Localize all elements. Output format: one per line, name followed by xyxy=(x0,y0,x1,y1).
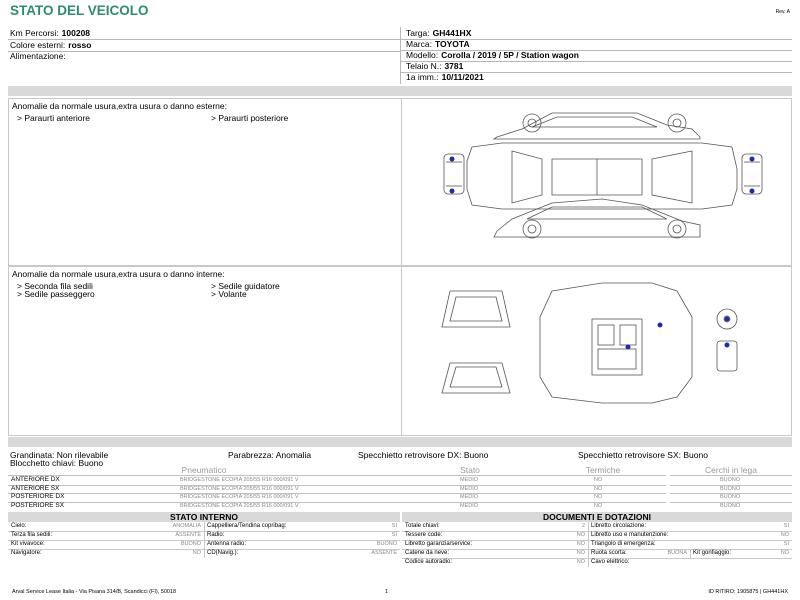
tyre-stato: MEDIO xyxy=(460,485,479,492)
documenti-row xyxy=(690,549,792,558)
documenti-row xyxy=(402,549,588,558)
tyre-cerchi: BUONO xyxy=(720,494,741,500)
documenti-label: Libretto circolazione: xyxy=(591,523,647,529)
interior-damage-item: > Sedile passeggero xyxy=(17,289,95,299)
info-modello-value: Corolla / 2019 / 5P / Station wagon xyxy=(441,50,579,60)
documenti-label: Triangolo di emergenza: xyxy=(591,541,656,547)
tyre-cerchi: BUONO xyxy=(720,502,741,509)
documenti-value: BUONA xyxy=(667,550,687,556)
stato-interno-value: SI xyxy=(391,523,397,529)
documenti-value: NO xyxy=(780,532,789,538)
info-km-label: Km Percorsi: xyxy=(10,28,59,38)
exterior-damage-item: > Paraurti anteriore xyxy=(17,113,90,123)
stato-interno-value: NO xyxy=(192,550,201,556)
documenti-row xyxy=(402,540,588,549)
damage-marker xyxy=(450,157,455,162)
stato-interno-label: Antenna radio: xyxy=(207,541,247,547)
stato-interno-label: Radio: xyxy=(207,532,225,538)
grandinata-status: Grandinata: Non rilevabile xyxy=(10,450,109,460)
info-telaio-label: Telaio N.: xyxy=(406,61,442,71)
info-km xyxy=(10,27,90,39)
stato-interno-row xyxy=(204,522,400,531)
car-exterior-diagram xyxy=(402,99,792,265)
tyre-termiche: NO xyxy=(594,502,603,509)
damage-marker xyxy=(626,345,631,350)
documenti-label: Libretto garanzia/service: xyxy=(405,541,473,547)
damage-marker xyxy=(450,189,455,194)
section-band xyxy=(8,86,792,96)
damage-marker xyxy=(725,343,730,348)
car-interior-diagram xyxy=(402,267,792,435)
stato-interno-value: ASSENTE xyxy=(371,550,397,556)
documenti-value: NO xyxy=(576,559,585,565)
interior-car-diagram xyxy=(401,267,791,435)
interior-damage-item: > Seconda fila sedili xyxy=(17,281,93,291)
stato-interno-title: STATO INTERNO xyxy=(8,512,400,522)
info-alimentazione xyxy=(10,50,69,62)
section-band xyxy=(8,437,792,447)
damage-marker xyxy=(750,189,755,194)
stato-interno-label: Cielo: xyxy=(11,523,27,529)
blocchetto-status: Blocchetto chiavi: Buono xyxy=(10,458,104,468)
cabin-top-view-icon xyxy=(540,283,692,403)
stato-interno-table xyxy=(8,522,400,558)
info-km-value: 100208 xyxy=(61,28,91,38)
stato-interno-label: Kit vivavoce: xyxy=(11,541,45,547)
tyre-termiche: NO xyxy=(594,494,603,500)
footer-page-number: 1 xyxy=(385,589,389,595)
footer-company: Arval Service Lease Italia - Via Pisana 314/B, Scandicci (FI), 50018 xyxy=(12,589,177,595)
parabrezza-status: Parabrezza: Anomalia xyxy=(228,450,312,460)
documenti-row xyxy=(588,549,690,558)
documenti-title: DOCUMENTI E DOTAZIONI xyxy=(402,512,792,522)
stato-interno-value: BUONO xyxy=(376,541,397,547)
info-colore-value: rosso xyxy=(68,40,92,50)
specchietto-sx-status: Specchietto retrovisore SX: Buono xyxy=(578,450,708,460)
stato-interno-value: SI xyxy=(391,532,397,538)
stato-interno-row xyxy=(204,540,400,549)
documenti-row xyxy=(588,531,792,540)
documenti-value: NO xyxy=(576,550,585,556)
documenti-label: Ruota scorta: xyxy=(591,550,627,556)
exterior-car-diagram xyxy=(401,99,791,265)
exterior-damage-item: > Paraurti posteriore xyxy=(211,113,289,123)
stato-interno-row xyxy=(8,540,204,549)
damage-marker xyxy=(750,157,755,162)
tyre-pos: POSTERIORE DX xyxy=(11,493,65,500)
documenti-value: 2 xyxy=(581,523,585,529)
interior-damage-item: > Volante xyxy=(211,289,247,299)
tyre-stato: MEDIO xyxy=(460,502,479,509)
stato-interno-row xyxy=(8,531,204,540)
documenti-label: Cavo elettrico: xyxy=(591,559,630,565)
documenti-row xyxy=(588,540,792,549)
stato-interno-value: ASSENTE xyxy=(175,532,201,538)
exterior-damage-panel xyxy=(8,98,792,266)
documenti-value: SI xyxy=(783,523,789,529)
tyre-model: BRIDGESTONE ECOPIA 205/55 R16 000/091 V xyxy=(180,485,299,492)
documenti-label: Tessere code: xyxy=(405,532,443,538)
tyres-table xyxy=(8,466,792,510)
exterior-damage-list xyxy=(9,99,401,265)
info-imm-value: 10/11/2021 xyxy=(441,72,484,82)
stato-interno-row xyxy=(8,522,204,531)
interior-damage-panel xyxy=(8,266,792,436)
tyre-model: BRIDGESTONE ECOPIA 205/55 R16 000/091 V xyxy=(180,494,299,500)
tyre-pos: ANTERIORE SX xyxy=(11,484,60,492)
documenti-value: NO xyxy=(576,532,585,538)
vehicle-info-table xyxy=(8,27,792,84)
documenti-label: Catene da neve: xyxy=(405,550,450,556)
damage-marker xyxy=(725,317,730,322)
info-imm-label: 1a imm.: xyxy=(406,72,439,82)
documenti-label: Libretto uso e manutenzione: xyxy=(591,532,669,538)
documenti-row xyxy=(402,558,588,567)
revision-label: Rev. A xyxy=(775,9,790,15)
documenti-row xyxy=(588,558,792,567)
documenti-value: SI xyxy=(783,541,789,547)
documenti-label: Totale chiavi: xyxy=(405,523,440,529)
tyre-pos: POSTERIORE SX xyxy=(11,501,65,509)
tyres-header-cerchi: Cerchi in lega xyxy=(705,465,757,475)
tyre-cerchi: BUONO xyxy=(720,485,741,492)
documenti-value: NO xyxy=(780,550,789,556)
car-side-view-top-icon xyxy=(494,113,700,139)
tyre-termiche: NO xyxy=(594,485,603,492)
info-alimentazione-label: Alimentazione: xyxy=(10,51,66,61)
documenti-row xyxy=(402,522,588,531)
stato-interno-row xyxy=(8,549,204,558)
tyre-cerchi: BUONO xyxy=(720,477,741,483)
car-side-view-bottom-icon xyxy=(494,199,700,238)
damage-marker xyxy=(658,323,663,328)
info-targa-label: Targa: xyxy=(406,28,430,38)
tyre-stato: MEDIO xyxy=(460,477,479,483)
info-telaio-value: 3781 xyxy=(444,61,464,71)
exterior-damage-title: Anomalie da normale usura,extra usura o danno esterne: xyxy=(12,101,227,111)
documenti-label: Kit gonfiaggio: xyxy=(693,550,732,556)
tyres-header-pneumatico: Pneumatico xyxy=(181,465,227,475)
interior-damage-title: Anomalie da normale usura,extra usura o danno interne: xyxy=(12,269,225,279)
stato-interno-label: Terza fila sedili: xyxy=(11,532,53,538)
stato-interno-value: BUONO xyxy=(180,541,201,547)
info-immatricolazione xyxy=(406,71,484,83)
specchietto-dx-status: Specchietto retrovisore DX: Buono xyxy=(358,450,489,460)
tyres-header-stato: Stato xyxy=(460,465,480,475)
info-divider xyxy=(400,27,401,84)
info-colore-label: Colore esterni: xyxy=(10,40,66,50)
page-title: STATO DEL VEICOLO xyxy=(10,3,149,18)
documenti-row xyxy=(588,522,792,531)
tyre-model: BRIDGESTONE ECOPIA 205/55 R16 000/091 V xyxy=(180,477,299,483)
interior-damage-list xyxy=(9,267,401,435)
documenti-row xyxy=(402,531,588,540)
info-marca-value: TOYOTA xyxy=(434,39,470,49)
info-targa-value: GH441HX xyxy=(432,28,472,38)
interior-damage-item: > Sedile guidatore xyxy=(211,281,280,291)
tyre-stato: MEDIO xyxy=(460,494,479,500)
stato-interno-row xyxy=(204,531,400,540)
tyres-header-termiche: Termiche xyxy=(585,465,621,475)
tyre-termiche: NO xyxy=(594,477,603,483)
tyre-model: BRIDGESTONE ECOPIA 205/55 R16 000/091 V xyxy=(180,502,299,509)
tyre-pos: ANTERIORE DX xyxy=(11,476,60,483)
stato-interno-row xyxy=(204,549,400,558)
documenti-table xyxy=(402,522,792,567)
stato-interno-label: Navigatore: xyxy=(11,550,42,556)
documenti-value: NO xyxy=(576,541,585,547)
footer-ritiro-id: ID RITIRO: 1905875 | GH441HX xyxy=(708,589,788,595)
info-modello-label: Modello: xyxy=(406,50,439,60)
rear-window-view-icon xyxy=(442,363,510,393)
windshield-view-icon xyxy=(442,291,510,327)
stato-interno-label: CD(Navig.): xyxy=(207,550,239,556)
info-marca-label: Marca: xyxy=(406,39,432,49)
stato-interno-value: ANOMALIA xyxy=(172,523,201,529)
documenti-label: Codice autoradio: xyxy=(405,559,453,565)
stato-interno-label: Cappelliera/Tendina copribag: xyxy=(207,523,287,529)
